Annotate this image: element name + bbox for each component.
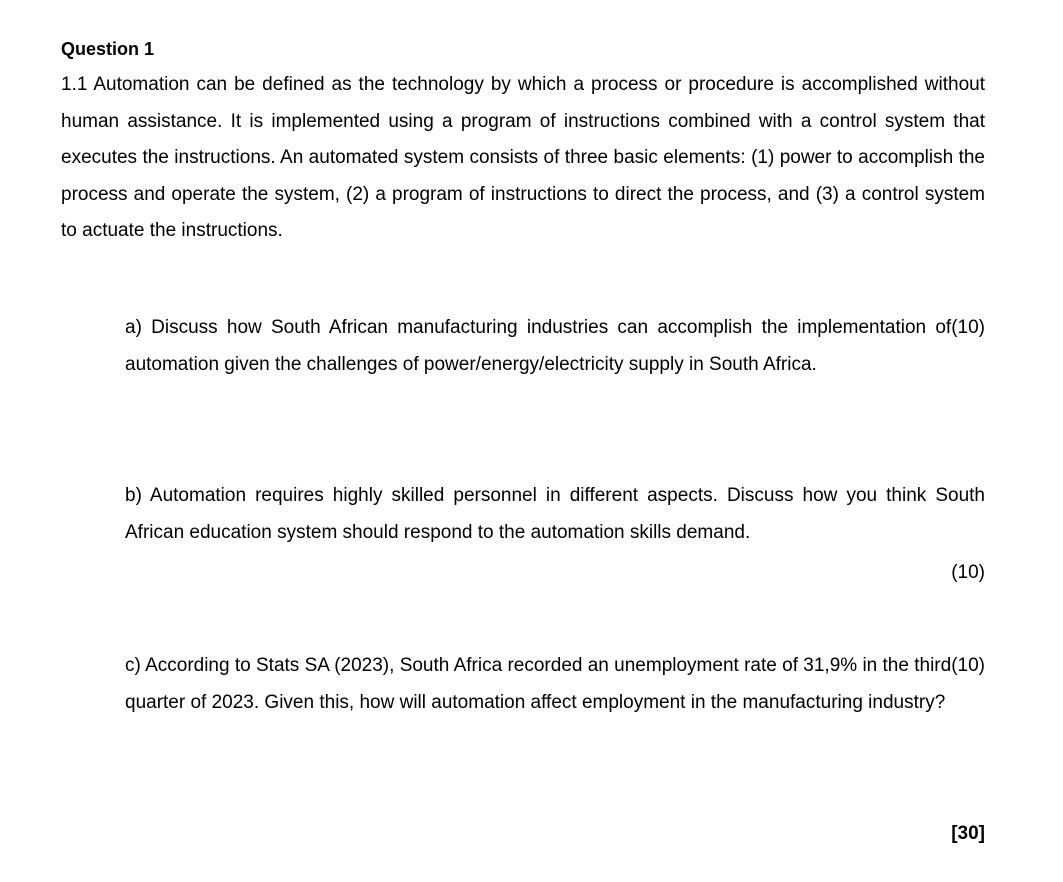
question-part-a bbox=[125, 310, 985, 383]
question-total-marks: [30] bbox=[951, 823, 985, 844]
part-c-marks: (10) bbox=[951, 655, 985, 676]
question-heading: Question 1 bbox=[61, 39, 155, 59]
part-b-marks: (10) bbox=[951, 562, 985, 583]
part-a-marks: (10) bbox=[951, 317, 985, 338]
question-intro-paragraph: 1.1 Automation can be defined as the technology by which a process or procedure is accomplished without human assistance. It is implemented using a program of instructions combined with a control system that executes the instructions. An automated system consists of three basic elements: (1) power to accomplish the process and operate the system, (2) a program of instructions to direct the process, and (3) a control system to actuate the instructions. bbox=[61, 74, 985, 241]
question-part-b bbox=[125, 478, 985, 551]
part-c-text: c) According to Stats SA (2023), South Africa recorded an unemployment rate of 31,9% in the third quarter of 2023. Given this, how will automation affect employment in the manufacturing industry? bbox=[125, 655, 952, 713]
question-part-c bbox=[125, 648, 985, 721]
part-b-text: b) Automation requires highly skilled personnel in different aspects. Discuss how you think South African education system should respond to the automation skills demand. bbox=[125, 485, 985, 543]
part-a-text: a) Discuss how South African manufacturing industries can accomplish the implementation of automation given the challenges of power/energy/electricity supply in South Africa. bbox=[125, 317, 952, 375]
